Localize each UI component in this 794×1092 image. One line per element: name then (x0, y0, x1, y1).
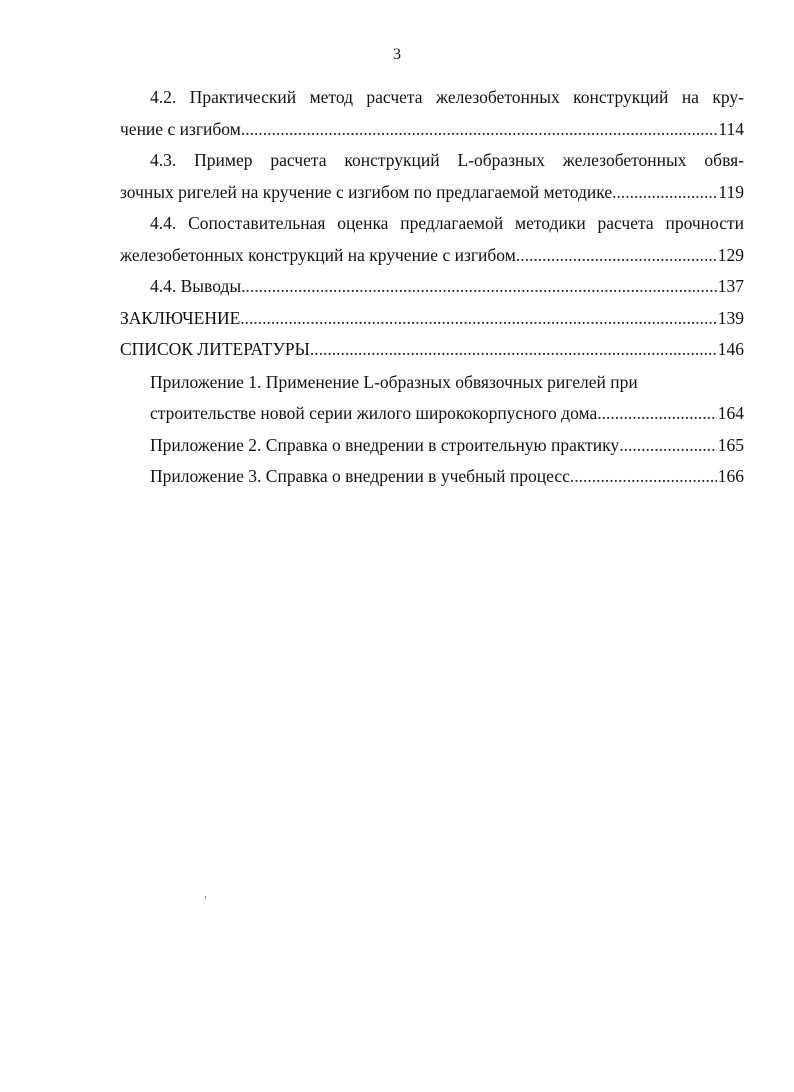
dot-leader (516, 240, 717, 272)
page-number: 3 (393, 46, 401, 63)
toc-page-number: 166 (717, 466, 744, 486)
toc-entry-leader-line (120, 240, 744, 272)
toc-page-number: 129 (717, 244, 744, 265)
toc-entry-text: СПИСОК ЛИТЕРАТУРЫ (120, 339, 310, 359)
toc-entry-appendix-3[interactable] (120, 461, 744, 493)
dot-leader (310, 334, 717, 366)
toc-entry-conclusion[interactable] (120, 303, 744, 335)
toc-page-number: 164 (717, 403, 744, 423)
toc-entry-text: 4.4. Выводы (150, 276, 242, 296)
toc-page-number: 165 (717, 434, 744, 455)
toc-entry-4-3[interactable] (120, 145, 744, 208)
toc-entry-4-2[interactable] (120, 82, 744, 145)
toc-page-number: 139 (717, 307, 744, 328)
dot-leader (597, 398, 717, 430)
toc-entry-text: 4.4. Сопоставительная оценка предлагаемой методики расчета прочности (150, 213, 744, 233)
toc-page-number: 137 (717, 276, 744, 296)
toc-entry-text: чение с изгибом (120, 118, 241, 139)
toc-page-number: 146 (717, 339, 744, 359)
toc-entry-text: зочных ригелей на кручение с изгибом по предлагаемой методике (120, 181, 613, 202)
scan-speck (205, 896, 206, 899)
dot-leader (240, 303, 716, 335)
dot-leader (241, 271, 717, 303)
toc-entry-text: 4.2. Практический метод расчета железобетонных конструкций на кру- (150, 87, 744, 107)
toc-page-number: 114 (718, 118, 744, 139)
toc-entry-4-4-conclusions[interactable] (120, 271, 744, 303)
dot-leader (619, 430, 717, 462)
toc-entry-text: Приложение 1. Применение L-образных обвязочных ригелей при (150, 371, 638, 392)
toc-entry-text: железобетонных конструкций на кручение с изгибом (120, 244, 516, 265)
toc-entry-references[interactable] (120, 334, 744, 366)
toc-entry-appendix-2[interactable] (120, 430, 744, 462)
toc-entry-text: Приложение 3. Справка о внедрении в учебный процесс (150, 466, 570, 486)
toc-entry-text: строительстве новой серии жилого ширококорпусного дома (150, 403, 598, 423)
dot-leader (612, 177, 717, 209)
toc-page-number: 119 (718, 181, 744, 202)
toc-entry-4-4-comparison[interactable] (120, 208, 744, 271)
toc-entry-appendix-1[interactable] (120, 367, 744, 430)
toc-entry-leader-line (120, 398, 744, 430)
dot-leader (241, 114, 718, 146)
table-of-contents (120, 82, 744, 493)
dot-leader (570, 461, 717, 493)
toc-entry-leader-line (120, 114, 744, 146)
toc-entry-text: ЗАКЛЮЧЕНИЕ (120, 307, 241, 328)
toc-entry-text: Приложение 2. Справка о внедрении в строительную практику (150, 434, 620, 455)
toc-entry-text: 4.3. Пример расчета конструкций L-образных железобетонных обвя- (150, 150, 744, 170)
toc-entry-leader-line (120, 177, 744, 209)
